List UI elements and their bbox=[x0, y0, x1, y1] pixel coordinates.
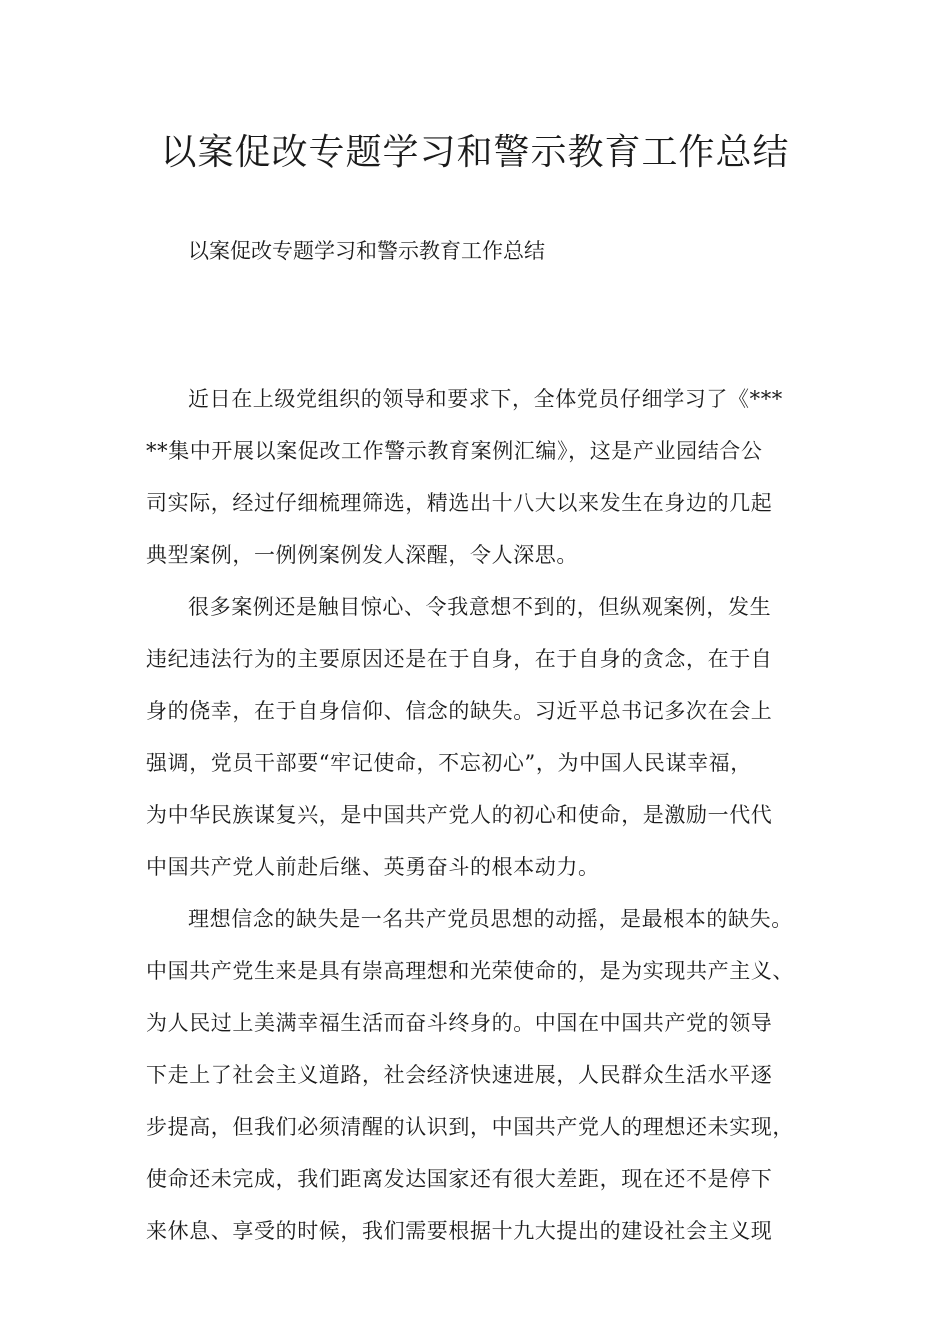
paragraph-3-line-1: 理想信念的缺失是一名共产党员思想的动摇，是最根本的缺失。 bbox=[188, 907, 793, 931]
document-page: 以案促改专题学习和警示教育工作总结 以案促改专题学习和警示教育工作总结 近日在上级党组织的领导和要求下，全体党员仔细学习了《*** **集中开展以案促改工作警示教育案例汇编》，这是产业园结合公 司实际，经过仔细梳理筛选，精选出十八大以来发生在身边的几起 典型案例，一例例案例发人深醒，令人深思。 很多案例还是触目惊心、令我意想不到的，但纵观案例，发生 违纪违法行为的主要原因还是在于自身，在于自身的贪念，在于自 身的侥幸，在于自身信仰、信念的缺失。习近平总书记多次在会上 强调，党员干部要“牢记使命，不忘初心”，为中国人民谋幸福， 为中华民族谋复兴，是中国共产党人的初心和使命，是激励一代代 中国共产党人前赴后继、英勇奋斗的根本动力。 理想信念的缺失是一名共产党员思想的动摇，是最根本的缺失。 中国共产党生来是具有崇高理想和光荣使命的，是为实现共产主义、 为人民过上美满幸福生活而奋斗终身的。中国在中国共产党的领导 下走上了社会主义道路，社会经济快速进展，人民群众生活水平逐 步提高，但我们必须清醒的认识到，中国共产党人的理想还未实现， 使命还未完成，我们距离发达国家还有很大差距，现在还不是停下 来休息、享受的时候，我们需要根据十九大提出的建设社会主义现 bbox=[0, 0, 950, 1344]
paragraph-2-line-1: 很多案例还是触目惊心、令我意想不到的，但纵观案例，发生 bbox=[188, 595, 772, 619]
document-title: 以案促改专题学习和警示教育工作总结 bbox=[160, 132, 790, 173]
document-subtitle: 以案促改专题学习和警示教育工作总结 bbox=[188, 239, 545, 263]
paragraph-1-line-1: 近日在上级党组织的领导和要求下，全体党员仔细学习了《*** bbox=[188, 387, 783, 411]
